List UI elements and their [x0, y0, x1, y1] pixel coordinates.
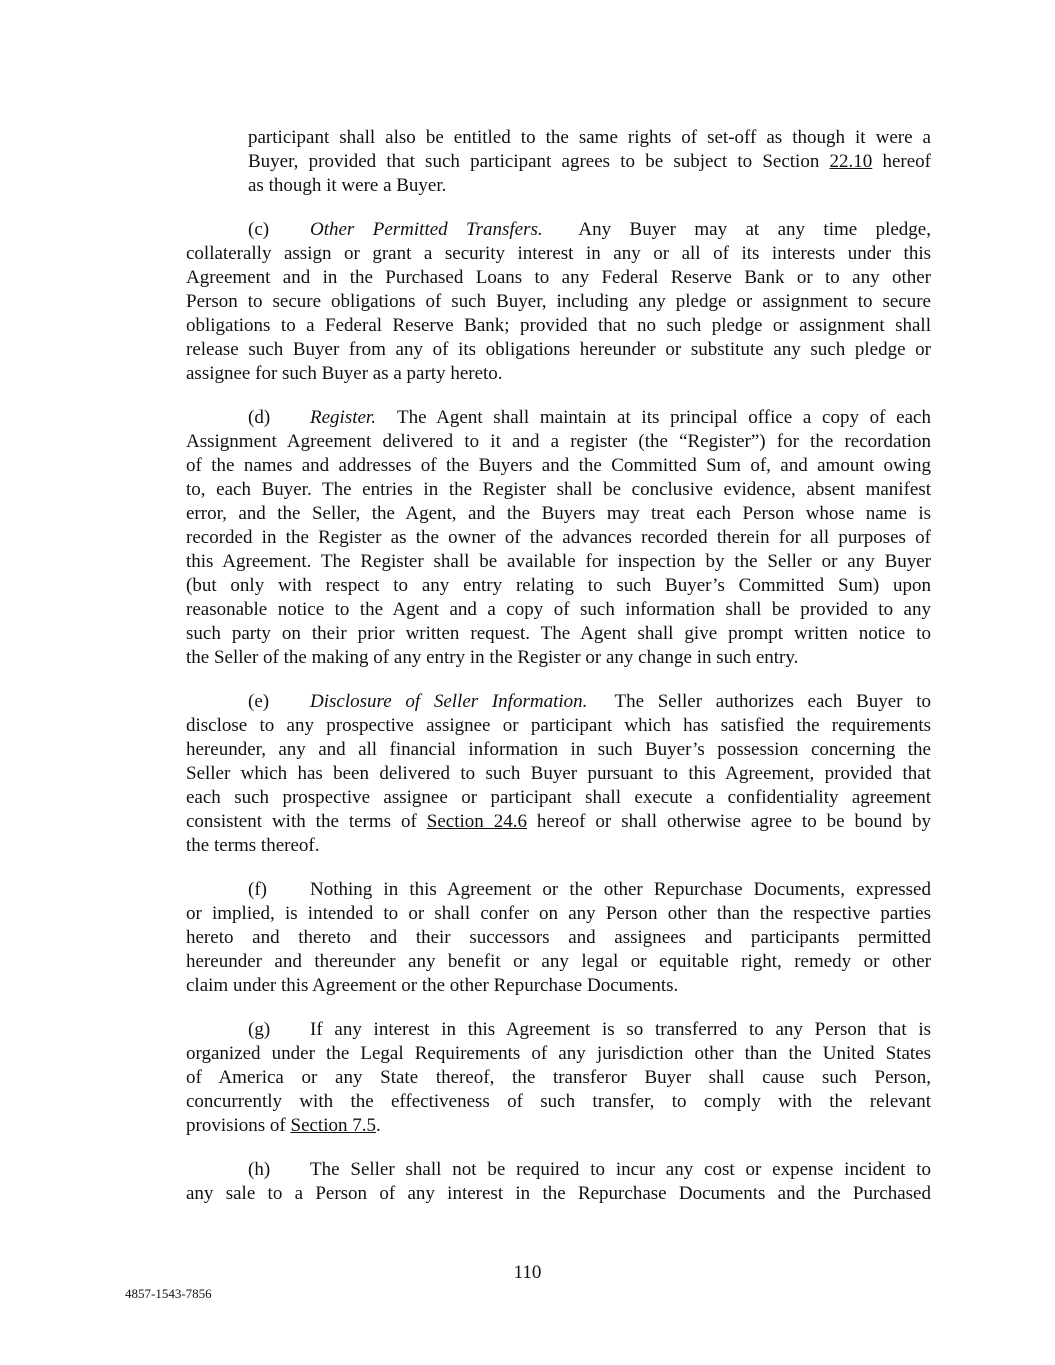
document-body	[186, 126, 931, 1226]
text-line: the Seller of the making of any entry in the Register or any change in such entry.	[186, 647, 799, 668]
first-line-text	[310, 218, 931, 242]
text-line	[248, 150, 931, 174]
paragraph	[186, 878, 931, 998]
text-line: error, and the Seller, the Agent, and the Buyers may treat each Person whose name is	[186, 503, 931, 524]
text-segment: Buyer, provided that such participant agrees to be subject to Section	[248, 151, 830, 172]
text-line	[186, 1114, 931, 1138]
text-line	[186, 810, 931, 834]
text-line: of America or any State thereof, the transferor Buyer shall cause such Person,	[186, 1067, 931, 1088]
first-line-content: The Seller authorizes each Buyer to	[614, 691, 931, 712]
text-segment: hereof or shall otherwise agree to be bound by	[526, 811, 931, 832]
text-segment: consistent with the terms of	[186, 811, 427, 832]
paragraph-label: (g)	[248, 1019, 271, 1040]
paragraph-label: (e)	[248, 691, 270, 712]
paragraph	[186, 218, 931, 386]
text-line: the terms thereof.	[186, 835, 320, 856]
text-line: this Agreement. The Register shall be available for inspection by the Seller or any Buyer	[186, 551, 931, 572]
paragraph-label: (f)	[248, 879, 267, 900]
text-line: Seller which has been delivered to such Buyer pursuant to this Agreement, provided that	[186, 763, 931, 784]
text-line: obligations to a Federal Reserve Bank; provided that no such pledge or assignment shall	[186, 315, 931, 336]
text-line: concurrently with the effectiveness of such transfer, to comply with the relevant	[186, 1091, 931, 1112]
first-line-text	[310, 690, 931, 714]
text-line: such party on their prior written request. The Agent shall give prompt written notice to	[186, 623, 931, 644]
first-line-text	[310, 406, 931, 430]
paragraph-heading: Disclosure of Seller Information.	[310, 691, 588, 712]
first-line-content: The Agent shall maintain at its principal office a copy of each	[397, 407, 931, 428]
paragraph	[186, 690, 931, 858]
text-line: claim under this Agreement or the other Repurchase Documents.	[186, 975, 679, 996]
section-reference: 22.10	[829, 151, 873, 172]
paragraph-label: (h)	[248, 1159, 271, 1180]
text-line: or implied, is intended to or shall confer on any Person other than the respective parties	[186, 903, 931, 924]
text-line: hereunder and thereunder any benefit or any legal or equitable right, remedy or other	[186, 951, 931, 972]
first-line-content: Nothing in this Agreement or the other Repurchase Documents, expressed	[310, 879, 931, 900]
first-line-content: The Seller shall not be required to incur any cost or expense incident to	[310, 1159, 931, 1180]
text-segment: hereof	[872, 151, 931, 172]
paragraph-first-line	[186, 1158, 931, 1182]
text-segment: provisions of	[186, 1115, 291, 1136]
text-segment: .	[376, 1115, 381, 1136]
paragraph-first-line	[186, 690, 931, 714]
paragraph-heading: Other Permitted Transfers.	[310, 219, 543, 240]
paragraph-label: (c)	[248, 219, 270, 240]
paragraph	[186, 406, 931, 670]
first-line-text	[310, 878, 931, 902]
text-line: recorded in the Register as the owner of the advances recorded therein for all purposes of	[186, 527, 931, 548]
paragraph-first-line	[186, 1018, 931, 1042]
first-line-text	[310, 1158, 931, 1182]
text-line: assignee for such Buyer as a party hereto.	[186, 363, 503, 384]
text-line: participant shall also be entitled to the same rights of set-off as though it were a	[248, 127, 931, 148]
text-line: to, each Buyer. The entries in the Register shall be conclusive evidence, absent manifest	[186, 479, 931, 500]
paragraph-label: (d)	[248, 407, 271, 428]
text-line: hereto and thereto and their successors and assignees and participants permitted	[186, 927, 931, 948]
first-line-content: Any Buyer may at any time pledge,	[578, 219, 931, 240]
page-number: 110	[513, 1262, 542, 1283]
text-line: collaterally assign or grant a security interest in any or all of its interests under this	[186, 243, 931, 264]
paragraph-first-line	[186, 406, 931, 430]
paragraph	[186, 1018, 931, 1138]
first-line-content: If any interest in this Agreement is so transferred to any Person that is	[310, 1019, 931, 1040]
text-line: reasonable notice to the Agent and a copy of such information shall be provided to any	[186, 599, 931, 620]
paragraph-first-line	[186, 218, 931, 242]
paragraph-heading: Register.	[310, 407, 376, 428]
section-reference: Section 7.5	[290, 1115, 376, 1136]
text-line: organized under the Legal Requirements of any jurisdiction other than the United States	[186, 1043, 931, 1064]
text-line: Assignment Agreement delivered to it and a register (the “Register”) for the recordation	[186, 431, 931, 452]
document-id: 4857-1543-7856	[125, 1286, 212, 1301]
paragraph	[186, 1158, 931, 1206]
text-line: Person to secure obligations of such Buyer, including any pledge or assignment to secure	[186, 291, 931, 312]
text-line: hereunder, any and all financial information in such Buyer’s possession concerning the	[186, 739, 931, 760]
section-reference: Section 24.6	[426, 811, 527, 832]
text-line: of the names and addresses of the Buyers and the Committed Sum of, and amount owing	[186, 455, 931, 476]
paragraph	[248, 126, 931, 198]
first-line-text	[310, 1018, 931, 1042]
paragraph-first-line	[186, 878, 931, 902]
text-line: disclose to any prospective assignee or participant which has satisfied the requirements	[186, 715, 931, 736]
text-line: any sale to a Person of any interest in the Repurchase Documents and the Purchased	[186, 1183, 931, 1204]
text-line: Agreement and in the Purchased Loans to any Federal Reserve Bank or to any other	[186, 267, 931, 288]
text-line: (but only with respect to any entry relating to such Buyer’s Committed Sum) upon	[186, 575, 931, 596]
text-line: as though it were a Buyer.	[248, 175, 447, 196]
text-line: each such prospective assignee or participant shall execute a confidentiality agreement	[186, 787, 931, 808]
text-line: release such Buyer from any of its obligations hereunder or substitute any such pledge or	[186, 339, 931, 360]
